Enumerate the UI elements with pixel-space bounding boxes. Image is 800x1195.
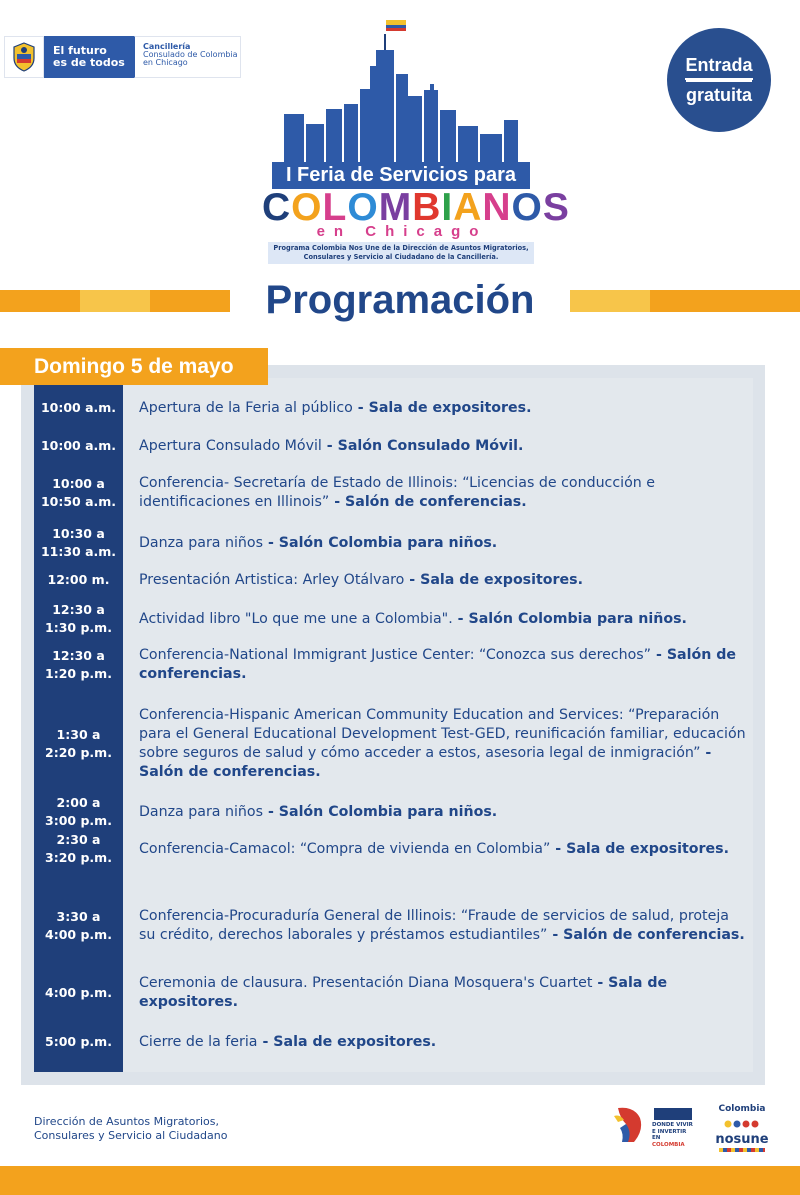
gov-slogan-line-1: El futuro: [53, 44, 107, 57]
wordmark-letter: S: [542, 186, 570, 229]
schedule-time: [34, 437, 123, 455]
schedule-time: [34, 525, 123, 561]
schedule-time: [34, 908, 123, 944]
activity-text: Conferencia-Procuraduría General de Illinois: “Fraude de servicios de salud, proteja su crédito, derechos laborales y préstamos estudiantiles”: [139, 908, 729, 943]
schedule-time-start: 12:30 a: [52, 602, 105, 617]
donde-vivir-line-2: E INVERTIR EN: [652, 1128, 687, 1141]
schedule-description: [139, 803, 749, 822]
separator: -: [452, 611, 469, 627]
schedule-time-start: 3:30 a: [56, 909, 101, 924]
schedule-time: [34, 726, 123, 762]
separator: -: [263, 535, 279, 551]
ministry-name: Cancillería: [143, 42, 191, 51]
donde-vivir-emblem: [654, 1108, 692, 1120]
ministry-label: [134, 36, 241, 78]
donde-vivir-logo: [610, 1104, 694, 1146]
coat-of-arms-icon: [4, 36, 44, 78]
schedule-row: [34, 473, 753, 513]
wordmark-letter: L: [322, 186, 348, 229]
activity-text: Conferencia-Camacol: “Compra de vivienda en Colombia”: [139, 841, 551, 857]
schedule-row: [34, 397, 753, 419]
venue-text: Salón de conferencias.: [345, 494, 527, 510]
activity-text: Apertura Consulado Móvil: [139, 438, 322, 454]
schedule-description: [139, 646, 749, 684]
page-title: Programación: [265, 278, 535, 322]
program-caption-line-2: Consulares y Servicio al Ciudadano de la Cancillería.: [303, 253, 499, 261]
nosune-top-label: Colombia: [718, 1104, 766, 1114]
schedule-time-start: 2:30 a: [56, 832, 101, 847]
badge-line-1: Entrada: [685, 54, 752, 80]
schedule-time-end: 4:00 p.m.: [45, 927, 112, 942]
schedule-description: [139, 840, 749, 859]
venue-text: Sala de expositores.: [273, 1034, 437, 1050]
schedule-time: [34, 571, 123, 589]
separator: -: [550, 841, 567, 857]
schedule-description: [139, 610, 749, 629]
government-logo: [4, 36, 241, 78]
venue-text: Salón Colombia para niños.: [278, 535, 498, 551]
schedule-time-start: 1:30 a: [56, 727, 101, 742]
separator: -: [352, 400, 369, 416]
separator: -: [329, 494, 346, 510]
parrot-icon: [610, 1104, 650, 1146]
wordmark-letter: O: [347, 186, 379, 229]
activity-text: Presentación Artistica: Arley Otálvaro: [139, 572, 405, 588]
schedule-time-end: 3:20 p.m.: [45, 850, 112, 865]
footer-text: [34, 1115, 227, 1143]
separator: -: [700, 745, 712, 761]
wordmark-letter: M: [378, 186, 413, 229]
stripe-left-3: [150, 290, 230, 312]
separator: -: [651, 647, 667, 663]
activity-text: Danza para niños: [139, 535, 263, 551]
schedule-description: [139, 534, 749, 553]
activity-text: Ceremonia de clausura. Presentación Diana Mosquera's Cuartet: [139, 975, 593, 991]
schedule-time-start: 10:30 a: [52, 526, 105, 541]
activity-text: Conferencia-Hispanic American Community Education and Services: “Preparación para el General Educational Development Test-GED, reunificación familiar, educación sobre seguros de salud y cómo acceder a estos, asesoria legal de inmigración”: [139, 707, 746, 761]
schedule-time-start: 2:00 a: [56, 795, 101, 810]
schedule-time: [34, 399, 123, 417]
activity-text: Conferencia-National Immigrant Justice Center: “Conozca sus derechos”: [139, 647, 652, 663]
schedule-description: [139, 437, 749, 456]
stripe-right-2: [650, 290, 720, 312]
schedule-time: [34, 601, 123, 637]
schedule-row: [34, 1031, 753, 1053]
program-caption-line-1: Programa Colombia Nos Une de la Dirección de Asuntos Migratorios,: [273, 244, 529, 252]
schedule-time: [34, 831, 123, 867]
wordmark-letter: A: [453, 186, 483, 229]
schedule-time-start: 5:00 p.m.: [45, 1034, 112, 1049]
schedule-row: [34, 829, 753, 869]
venue-text: Sala de expositores.: [420, 572, 583, 588]
schedule-time-start: 12:30 a: [52, 648, 105, 663]
schedule-time-start: 10:00 a.m.: [40, 400, 117, 415]
schedule-description: [139, 571, 749, 590]
day-tab: Domingo 5 de mayo: [0, 348, 268, 385]
title-row: [0, 276, 800, 324]
wordmark-letter: B: [412, 186, 442, 229]
schedule-time-end: 3:00 p.m.: [45, 813, 112, 828]
schedule-time-start: 10:00 a.m.: [40, 438, 117, 453]
schedule-time-start: 4:00 p.m.: [45, 985, 112, 1000]
schedule-description: [139, 974, 749, 1012]
bottom-bar: [0, 1166, 800, 1195]
schedule-time: [34, 647, 123, 683]
schedule-row: [34, 704, 753, 784]
stars-icon: [722, 1119, 762, 1129]
separator: -: [547, 927, 564, 943]
activity-text: Conferencia- Secretaría de Estado de Illinois: “Licencias de conducción e identificaciones en Illinois”: [139, 475, 656, 510]
wordmark-letter: O: [291, 186, 323, 229]
activity-text: Cierre de la feria: [139, 1034, 258, 1050]
fair-title: I Feria de Servicios para: [272, 162, 530, 189]
badge-line-2: gratuita: [686, 80, 752, 106]
venue-text: Salón de conferencias.: [563, 927, 745, 943]
schedule-description: [139, 706, 749, 782]
footer-text-line-1: Dirección de Asuntos Migratorios,: [34, 1115, 220, 1128]
venue-text: Sala de expositores.: [566, 841, 729, 857]
wordmark-letter: C: [262, 186, 292, 229]
schedule-time: [34, 794, 123, 830]
separator: -: [321, 438, 338, 454]
free-entry-badge: [667, 28, 771, 132]
schedule-row: [34, 599, 753, 639]
schedule-description: [139, 907, 749, 945]
venue-text: Salón Consulado Móvil.: [337, 438, 524, 454]
nosune-pattern: [719, 1148, 765, 1152]
chicago-skyline-icon: [262, 14, 542, 164]
separator: -: [263, 804, 279, 820]
wordmark-letter: N: [482, 186, 512, 229]
schedule-description: [139, 474, 749, 512]
stripe-right-3: [720, 290, 800, 312]
wordmark-letter: O: [511, 186, 543, 229]
wordmark-letter: I: [441, 186, 454, 229]
separator: -: [257, 1034, 274, 1050]
event-logo: [262, 14, 570, 261]
schedule-time-start: 10:00 a: [52, 476, 105, 491]
schedule-time-end: 2:20 p.m.: [45, 745, 112, 760]
schedule-time: [34, 1033, 123, 1051]
schedule-row: [34, 645, 753, 685]
schedule-row: [34, 435, 753, 457]
venue-text: Salón Colombia para niños.: [278, 804, 498, 820]
nosune-wordmark: nosune: [715, 1132, 769, 1147]
schedule-row: [34, 792, 753, 832]
venue-text: Sala de expositores.: [139, 975, 668, 1010]
venue-text: Salón Colombia para niños.: [468, 611, 687, 627]
schedule-time-end: 1:20 p.m.: [45, 666, 112, 681]
venue-text: Salón de conferencias.: [139, 647, 737, 682]
schedule-time: [34, 984, 123, 1002]
stripe-right-1: [570, 290, 650, 312]
schedule-description: [139, 1033, 749, 1052]
activity-text: Actividad libro "Lo que me une a Colombia".: [139, 611, 453, 627]
gov-slogan-line-2: es de todos: [53, 56, 125, 69]
venue-text: Salón de conferencias.: [139, 764, 321, 780]
colombia-nosune-logo: [714, 1104, 770, 1146]
activity-text: Danza para niños: [139, 804, 263, 820]
schedule-description: [139, 399, 749, 418]
stripe-left-2: [80, 290, 150, 312]
gov-slogan: [44, 36, 134, 78]
schedule-row: [34, 569, 753, 591]
donde-vivir-line-3: COLOMBIA: [652, 1141, 685, 1148]
footer-text-line-2: Consulares y Servicio al Ciudadano: [34, 1129, 228, 1142]
venue-text: Sala de expositores.: [368, 400, 532, 416]
schedule-time-start: 12:00 m.: [47, 572, 110, 587]
separator: -: [404, 572, 421, 588]
activity-text: Apertura de la Feria al público: [139, 400, 353, 416]
schedule-row: [34, 523, 753, 563]
separator: -: [592, 975, 609, 991]
consulate-line-1: Consulado de Colombia: [143, 50, 238, 59]
schedule-time: [34, 475, 123, 511]
schedule-row: [34, 896, 753, 956]
schedule-time-end: 1:30 p.m.: [45, 620, 112, 635]
consulate-line-2: en Chicago: [143, 58, 188, 67]
schedule-row: [34, 973, 753, 1013]
stripe-left-1: [0, 290, 80, 312]
schedule-time-end: 11:30 a.m.: [40, 544, 117, 559]
donde-vivir-line-1: DONDE VIVIR: [652, 1122, 693, 1128]
donde-vivir-text: [652, 1122, 694, 1148]
schedule-time-end: 10:50 a.m.: [40, 494, 117, 509]
en-chicago-label: en Chicago: [316, 223, 488, 240]
program-caption: [268, 242, 534, 264]
